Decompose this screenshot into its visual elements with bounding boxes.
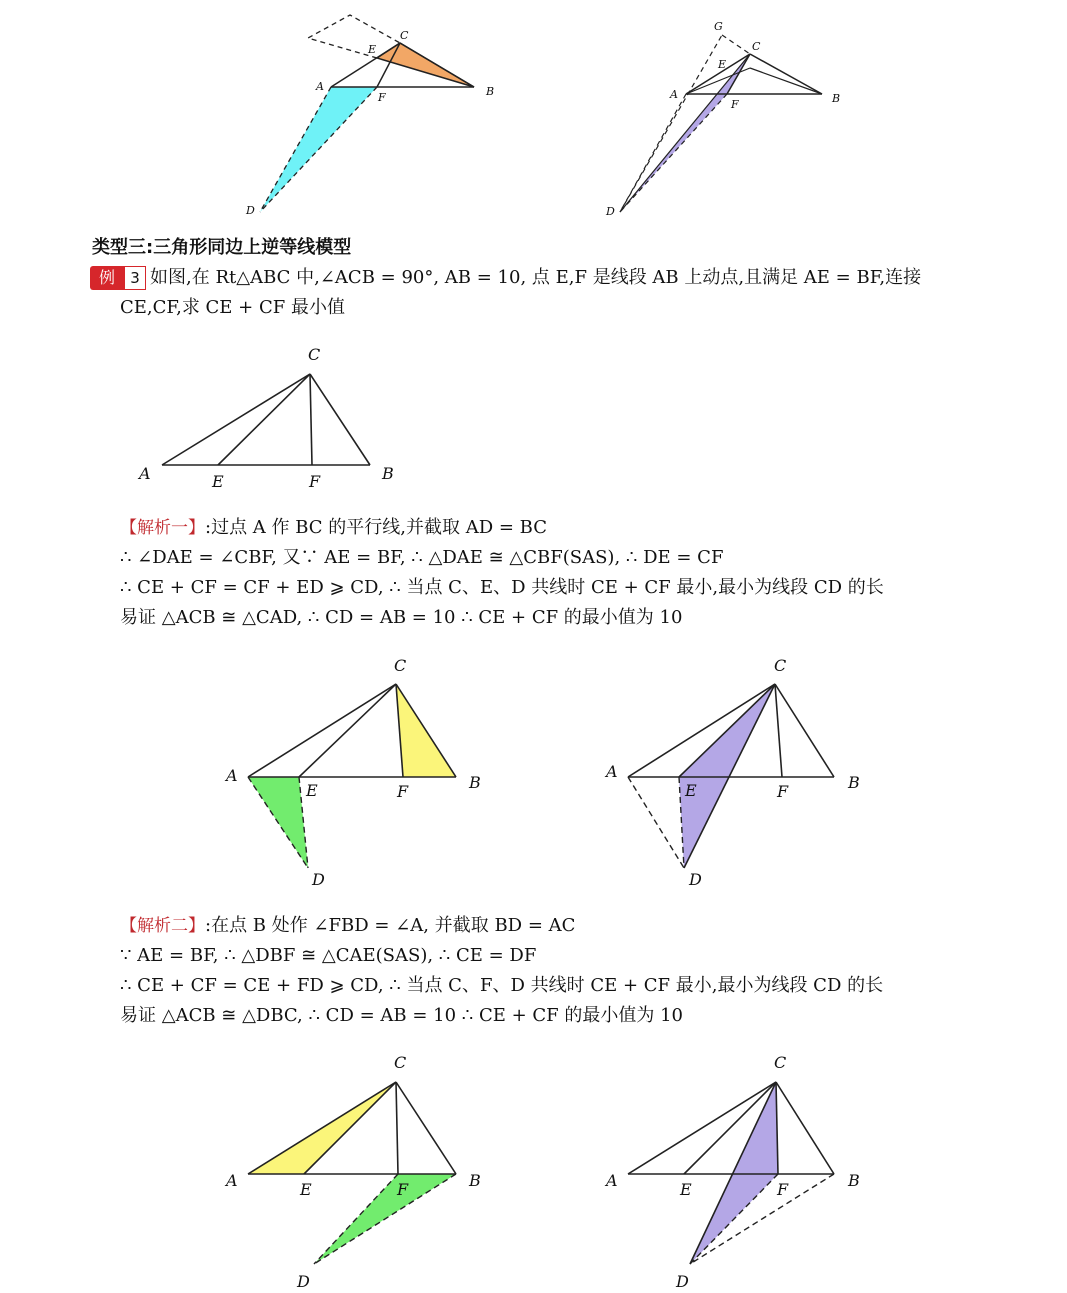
label-F: F	[777, 782, 789, 801]
solution1-figure-right	[600, 650, 880, 895]
label-A: A	[606, 1171, 618, 1190]
label-D: D	[246, 204, 255, 217]
label-C: C	[400, 29, 409, 42]
label-E: E	[300, 1180, 312, 1199]
solution2-figure-left	[220, 1048, 500, 1293]
label-B: B	[848, 1171, 860, 1190]
solution1-line3: ∴ CE + CF = CF + ED ⩾ CD, ∴ 当点 C、E、D 共线时 CE + CF 最小,最小为线段 CD 的长	[120, 577, 884, 598]
label-C: C	[774, 656, 787, 675]
label-B: B	[382, 464, 394, 483]
top-figure-2	[600, 10, 860, 220]
solution1-line1	[120, 516, 547, 540]
solution1-figure-left	[220, 650, 500, 895]
problem-line-1: 如图,在 Rt△ABC 中,∠ACB = 90°, AB = 10, 点 E,F 是线段 AB 上动点,且满足 AE = BF,连接	[150, 267, 922, 288]
label-A: A	[226, 1171, 238, 1190]
problem-line-2: CE,CF,求 CE + CF 最小值	[120, 297, 345, 318]
label-B: B	[486, 85, 495, 98]
label-C: C	[394, 656, 407, 675]
label-F: F	[397, 782, 409, 801]
label-G: G	[714, 20, 723, 33]
label-A: A	[606, 762, 618, 781]
problem-figure	[130, 340, 410, 500]
example-badge-number: 3	[124, 266, 146, 290]
label-C: C	[308, 345, 321, 364]
label-D: D	[689, 870, 702, 889]
label-D: D	[297, 1272, 310, 1291]
label-F: F	[309, 472, 321, 491]
example-badge	[90, 266, 146, 290]
example-badge-label: 例	[90, 266, 124, 290]
label-E: E	[368, 43, 377, 56]
label-C: C	[394, 1053, 407, 1072]
label-F: F	[397, 1180, 409, 1199]
solution2-line4: 易证 △ACB ≅ △DBC, ∴ CD = AB = 10 ∴ CE + CF 的最小值为 10	[120, 1005, 684, 1026]
label-C: C	[752, 40, 761, 53]
label-A: A	[139, 464, 151, 483]
label-B: B	[469, 1171, 481, 1190]
solution2-figure-right	[600, 1048, 880, 1293]
solution2-header: 【解析二】	[120, 916, 205, 936]
label-E: E	[306, 781, 318, 800]
label-F: F	[777, 1180, 789, 1199]
label-C: C	[774, 1053, 787, 1072]
label-A: A	[226, 766, 238, 785]
label-E: E	[685, 781, 697, 800]
label-B: B	[469, 773, 481, 792]
label-E: E	[212, 472, 224, 491]
label-E: E	[680, 1180, 692, 1199]
label-B: B	[848, 773, 860, 792]
label-B: B	[832, 92, 841, 105]
label-A: A	[316, 80, 324, 93]
section-title: 类型三:三角形同边上逆等线模型	[92, 237, 352, 258]
solution1-line4: 易证 △ACB ≅ △CAD, ∴ CD = AB = 10 ∴ CE + CF 的最小值为 10	[120, 607, 683, 628]
solution1-line1-text: :过点 A 作 BC 的平行线,并截取 AD = BC	[205, 517, 548, 538]
label-D: D	[676, 1272, 689, 1291]
label-F: F	[731, 98, 739, 111]
orange-triangle	[377, 43, 474, 87]
solution2-line1-text: :在点 B 处作 ∠FBD = ∠A, 并截取 BD = AC	[205, 915, 576, 936]
label-F: F	[378, 91, 386, 104]
label-E: E	[718, 58, 727, 71]
label-A: A	[670, 88, 678, 101]
label-D: D	[606, 205, 615, 218]
solution2-line1	[120, 914, 575, 938]
solution1-header: 【解析一】	[120, 518, 205, 538]
top-figure-1	[240, 10, 500, 220]
solution2-line3: ∴ CE + CF = CE + FD ⩾ CD, ∴ 当点 C、F、D 共线时 CE + CF 最小,最小为线段 CD 的长	[120, 975, 884, 996]
solution2-line2: ∵ AE = BF, ∴ △DBF ≅ △CAE(SAS), ∴ CE = DF	[120, 945, 537, 966]
label-D: D	[312, 870, 325, 889]
solution1-line2: ∴ ∠DAE = ∠CBF, 又∵ AE = BF, ∴ △DAE ≅ △CBF(SAS), ∴ DE = CF	[120, 547, 724, 568]
